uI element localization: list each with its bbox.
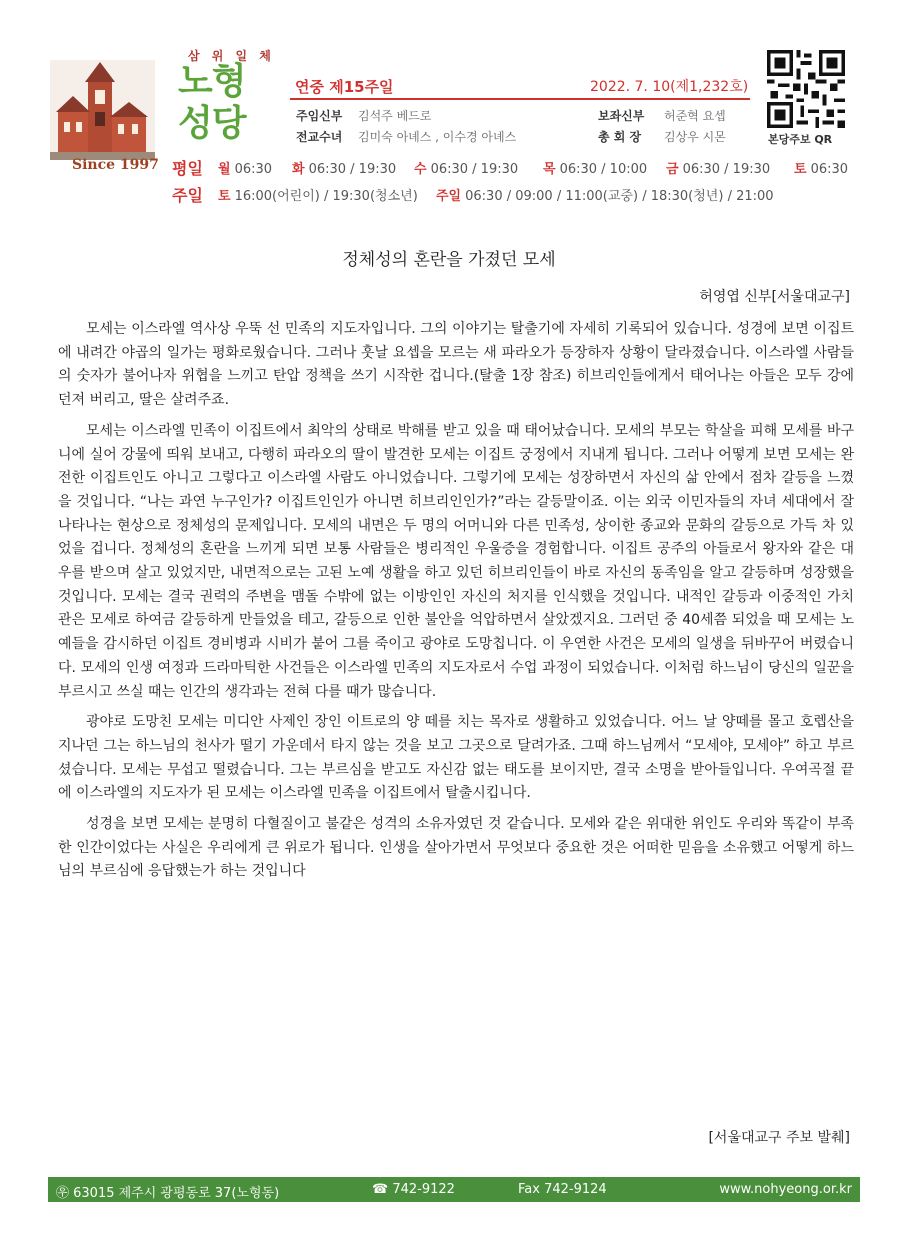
liturgical-season: 연중 제15주일 — [295, 78, 394, 96]
assistant-name: 허준혁 요셉 — [664, 109, 726, 123]
article-paragraph: 성경을 보면 모세는 분명히 다혈질이고 불같은 성격의 소유자였던 것 같습니다. 모세와 같은 위대한 위인도 우리와 똑같이 부족한 인간이었다는 사실은 우리에게 큰 위로가 됩니다. 인생을 살아가면서 무엇보다 중요한 것은 어떠한 믿음을 소유했고 어떻게 하느님의 부르심에 응답했는가 하는 것입니다 — [58, 816, 854, 880]
since-year: Since 1997 — [72, 157, 159, 173]
sunday-mass-times: 주일 06:30 / 09:00 / 11:00(교중) / 18:30(청년) / 21:00 — [436, 189, 774, 204]
sunday-mass-label: 주일 — [172, 186, 203, 205]
weekday-mon: 월 06:30 — [218, 162, 273, 177]
weekday-tue: 화 06:30 / 19:30 — [292, 162, 397, 177]
article-paragraph: 모세는 이스라엘 역사상 우뚝 선 민족의 지도자입니다. 그의 이야기는 탈출기에 자세히 기록되어 있습니다. 성경에 보면 이집트에 내려간 야곱의 일가는 평화로웠습니다. 그러나 훗날 요셉을 모르는 새 파라오가 등장하자 상황이 달라졌습니다. 이스라엘 사람들의 숫자가 불어나자 위협을 느끼고 탄압 정책을 쓰기 시작한 겁니다.(탈출 1장 참조) 히브리인들에게서 태어나는 아들은 모두 강에 던져 버리고, 딸은 살려주죠. — [58, 321, 854, 409]
article-body — [58, 318, 854, 891]
pastor-name: 김석주 베드로 — [358, 109, 432, 123]
header-divider — [290, 98, 750, 100]
footer-website-link[interactable]: www.nohyeong.or.kr — [719, 1182, 852, 1197]
footer-address: ㉾ 63015 제주시 광평동로 37(노형동) — [56, 1186, 280, 1201]
president-name: 김상우 시몬 — [664, 130, 726, 144]
article-paragraph: 모세는 이스라엘 민족이 이집트에서 최악의 상태로 박해를 받고 있을 때 태어났습니다. 모세의 부모는 학살을 피해 모세를 바구니에 실어 강물에 띄워 보내고, 다행히 파라오의 딸이 발견한 모세는 이집트 궁정에서 지내게 됩니다. 그러나 어떻게 보면 모세는 완전한 이집트인도 아니고 그렇다고 이스라엘 사람도 아니었습니다. 그렇기에 모세는 성장하면서 자신의 삶 안에서 점차 갈등을 느꼈을 것입니다. “나는 과연 누구인가? 이집트인인가 아니면 히브리인인가?”라는 갈등말이죠. 이는 외국 이민자들의 자녀 세대에서 잘 나타나는 현상으로 정체성의 문제입니다. 모세의 내면은 두 명의 어머니와 다른 민족성, 상이한 종교와 문화의 갈등으로 가득 차 있었을 겁니다. 정체성의 혼란을 느끼게 되면 보통 사람들은 병리적인 우울증을 경험합니다. 이집트 공주의 아들로서 왕자와 같은 대우를 받으며 살고 있었지만, 내면적으로는 고된 노예 생활을 하고 있던 히브리인들이 바로 자신의 동족임을 알고 갈등하며 성장했을 것입니다. 모세는 결국 권력의 주변을 맴돌 수밖에 없는 이방인인 자신의 처지를 인식했을 것입니다. 내적인 갈등과 이중적인 가치관은 모세로 하여금 갈등하게 만들었을 테고, 갈등으로 인한 불안을 억압하면서 살았겠지요. 그러던 중 40세쯤 되었을 때 모세는 노예들을 감시하던 이집트 경비병과 시비가 붙어 그를 죽이고 광야로 도망칩니다. 이 우연한 사건은 모세의 일생을 뒤바꾸어 버렸습니다. 모세의 인생 여정과 드라마틱한 사건들은 이스라엘 민족의 지도자로서 수업 과정이 되었습니다. 이처럼 하느님이 당신의 일꾼을 부르시고 쓰실 때는 인간의 생각과는 전혀 다를 때가 많습니다. — [58, 422, 854, 700]
president-role: 총 회 장 — [598, 130, 642, 144]
assistant-role: 보좌신부 — [598, 109, 645, 123]
footer-phone: ☎ 742-9122 — [372, 1182, 455, 1197]
footer-fax: Fax 742-9124 — [518, 1182, 607, 1197]
article-source: [서울대교구 주보 발췌] — [708, 1130, 850, 1146]
article-title: 정체성의 혼란을 가졌던 모세 — [342, 250, 556, 270]
parish-logo-line2: 성당 — [178, 103, 246, 144]
qr-label: 본당주보 QR — [768, 133, 833, 146]
church-building-image — [50, 60, 155, 160]
weekday-fri: 금 06:30 / 19:30 — [666, 162, 771, 177]
pastor-role: 주임신부 — [296, 109, 343, 123]
weekday-thu: 목 06:30 / 10:00 — [543, 162, 648, 177]
weekday-wed: 수 06:30 / 19:30 — [414, 162, 519, 177]
footer-bar — [48, 1177, 860, 1202]
issue-date: 2022. 7. 10(제1,232호) — [590, 79, 749, 95]
weekday-sat: 토 06:30 — [794, 162, 849, 177]
sisters-name: 김미숙 아녜스 , 이수경 아녜스 — [358, 130, 517, 144]
qr-code-image[interactable] — [767, 50, 845, 128]
saturday-eve-mass: 토 16:00(어린이) / 19:30(청소년) — [218, 189, 418, 204]
sisters-role: 전교수녀 — [296, 130, 343, 144]
weekday-mass-label: 평일 — [172, 159, 203, 178]
article-paragraph: 광야로 도망친 모세는 미디안 사제인 장인 이트로의 양 떼를 치는 목자로 생활하고 있었습니다. 어느 날 양떼를 몰고 호렙산을 지나던 그는 하느님의 천사가 떨기 가운데서 타지 않는 것을 보고 그곳으로 달려가죠. 그때 하느님께서 “모세야, 모세야” 하고 부르셨습니다. 모세는 무섭고 떨렸습니다. 그는 부르심을 받고도 자신감 없는 태도를 보이지만, 결국 소명을 받아들입니다. 우여곡절 끝에 이스라엘의 지도자가 된 모세는 이스라엘 민족을 이집트에서 탈출시킵니다. — [58, 714, 854, 802]
trinity-tagline: 삼 위 일 체 — [188, 49, 275, 63]
article-author: 허영엽 신부[서울대교구] — [699, 289, 850, 305]
parish-logo-line1: 노형 — [178, 61, 246, 102]
